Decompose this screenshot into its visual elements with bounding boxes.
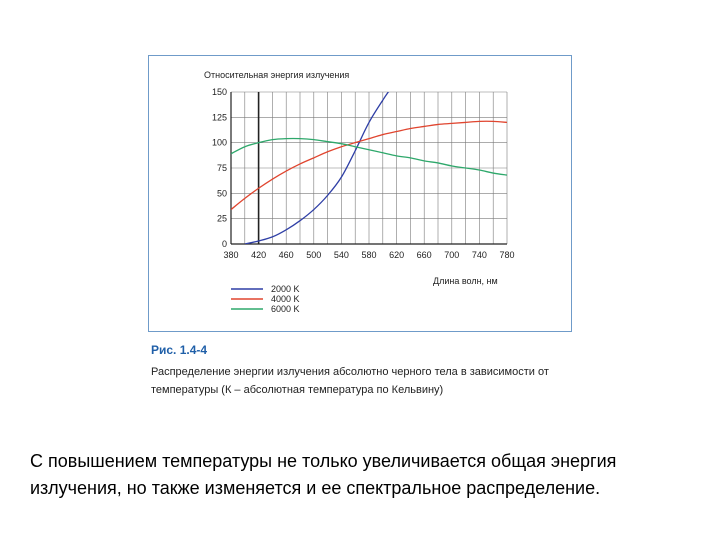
y-tick-label: 25 xyxy=(216,213,227,224)
y-tick-label: 75 xyxy=(216,163,227,173)
x-tick-label: 580 xyxy=(361,250,377,260)
x-tick-label: 460 xyxy=(278,250,294,260)
x-tick-label: 380 xyxy=(223,250,239,260)
x-tick-label: 780 xyxy=(499,250,515,260)
slide-body-text: С повышением температуры не только увеличивается общая энергия излучения, но также изменяется и ее спектральное распределение. xyxy=(30,451,617,498)
legend xyxy=(231,284,300,314)
figure-frame xyxy=(148,55,572,332)
y-axis-label: Относительная энергия излучения xyxy=(204,70,350,80)
x-tick-label: 500 xyxy=(306,250,322,260)
figure-number: Рис. 1.4-4 xyxy=(151,343,208,357)
x-tick-label: 660 xyxy=(416,250,432,260)
figure-caption: Распределение энергии излучения абсолютно черного тела в зависимости от температуры (К – абсолютная температура по Кельвину) xyxy=(151,366,549,396)
y-tick-label: 150 xyxy=(211,87,227,97)
x-tick-label: 540 xyxy=(333,250,349,260)
y-tick-label: 0 xyxy=(221,239,227,249)
x-tick-label: 420 xyxy=(251,250,267,260)
x-tick-label: 700 xyxy=(444,250,460,260)
x-tick-label: 620 xyxy=(389,250,405,260)
chart xyxy=(149,56,571,331)
legend-label: 4000 K xyxy=(271,294,300,304)
x-tick-label: 740 xyxy=(471,250,487,260)
y-tick-label: 100 xyxy=(211,137,227,148)
legend-label: 2000 K xyxy=(271,284,300,294)
x-axis-label: Длина волн, нм xyxy=(433,276,498,286)
y-tick-label: 125 xyxy=(211,112,227,123)
legend-label: 6000 K xyxy=(271,304,300,314)
y-tick-label: 50 xyxy=(216,188,227,199)
